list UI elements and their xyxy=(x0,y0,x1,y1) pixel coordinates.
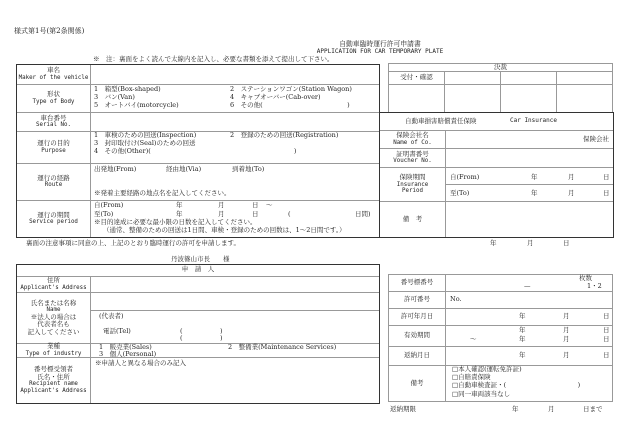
purpose-option-4[interactable]: 4 その他(Other)( ) xyxy=(94,147,297,155)
tel-input-2[interactable] xyxy=(184,335,218,342)
applicant-name-input[interactable] xyxy=(91,293,379,310)
body-type-option-3[interactable]: 3 バン(Van) xyxy=(94,93,135,101)
body-type-option-5[interactable]: 5 オートバイ(motorcycle) xyxy=(94,101,179,109)
approval-stamp-2[interactable] xyxy=(445,85,500,112)
office-remarks-label: 備考 xyxy=(410,378,424,387)
recipient-input[interactable] xyxy=(91,368,379,403)
check-inspection[interactable]: □自動車検査証・( ) xyxy=(452,381,581,389)
industry-option-1[interactable]: 1 販売業(Sales) xyxy=(99,343,152,351)
purpose-option-1[interactable]: 1 車検のための回送(Inspection) xyxy=(94,131,197,139)
permit-date-label: 許可年月日 xyxy=(400,312,434,321)
applicant-address-input[interactable] xyxy=(91,277,379,292)
check-same-vehicle[interactable]: □同一車両該当なし xyxy=(452,390,511,398)
insurance-from-label: 自(From) xyxy=(450,173,480,181)
title-en: APPLICATION FOR CAR TEMPORARY PLATE xyxy=(316,48,444,55)
approval-title: 決裁 xyxy=(494,63,507,71)
period-note-1: ※目的達成に必要な最小限の日数を記入してください。 xyxy=(94,218,257,226)
period-to-label: 至(To) xyxy=(94,210,114,218)
addressee: 丹波篠山市長 様 xyxy=(171,255,230,263)
tel-input-1[interactable] xyxy=(184,328,218,335)
industry-label: 業種 Type of industry xyxy=(25,342,82,357)
body-type-option-2[interactable]: 2 ステーションワゴン(Station Wagon) xyxy=(230,85,352,93)
applicant-address-label: 住所 Applicant's Address xyxy=(20,276,87,291)
return-deadline-label: 返納期限 xyxy=(390,405,416,413)
body-type-option-4[interactable]: 4 キャブオーバー(Cab-over) xyxy=(230,93,321,101)
approval-stamp-1[interactable] xyxy=(389,85,444,112)
route-from[interactable]: 出発地(From) xyxy=(94,165,137,173)
approval-stamp-4[interactable] xyxy=(557,85,612,112)
maker-input[interactable] xyxy=(91,65,379,84)
insurance-company-label: 保険会社名 Name of Co. xyxy=(393,131,432,146)
return-date-label: 返納月日 xyxy=(404,351,430,360)
check-insurance[interactable]: □自賠責保険 xyxy=(452,373,491,381)
purpose-option-2[interactable]: 2 登録のための回送(Registration) xyxy=(230,131,339,139)
purpose-option-3[interactable]: 3 封印取付け(Seal)のための回送 xyxy=(94,139,196,147)
period-from-label: 自(From) xyxy=(94,201,124,209)
permit-number-label: 許可番号 xyxy=(404,295,430,304)
insurance-period-label: 保険期間 Insurance Period xyxy=(396,173,429,195)
body-type-label: 形状 Type of Body xyxy=(32,90,75,105)
plate-dash: — xyxy=(524,282,531,290)
insurance-company-suffix: 保険会社 xyxy=(583,135,609,143)
industry-option-3[interactable]: 3 個人(Personal) xyxy=(99,350,157,358)
applicant-title: 申 請 人 xyxy=(181,265,215,273)
valid-period-label: 有効期間 xyxy=(404,331,430,340)
recipient-note: ※申請人と異なる場合のみ記入 xyxy=(95,359,186,367)
route-note: ※発着主要経路の地点名を記入してください。 xyxy=(94,189,231,197)
route-label: 運行の経路 Route xyxy=(37,173,70,189)
instruction-note: ※ 注：裏面をよく読んで太線内を記入し、必要な書類を添えて提出して下さい。 xyxy=(93,55,334,63)
body-type-option-1[interactable]: 1 箱型(Box-shaped) xyxy=(94,85,161,93)
voucher-input[interactable] xyxy=(446,149,613,167)
insurance-title-en: Car Insurance xyxy=(510,117,557,124)
period-days[interactable]: 日間) xyxy=(355,210,371,218)
plate-count[interactable]: 1・2 xyxy=(587,282,602,290)
recipient-label: 番号標受領者 氏名・住所 Recipient name Applicant's Address xyxy=(20,365,87,394)
route-via[interactable]: 経由地(Via) xyxy=(166,165,202,173)
applicant-name-label: 氏名または名称 Name ※法人の場合は 代表者名も 記入してください xyxy=(27,298,80,336)
tel-label: 電話(Tel) xyxy=(103,327,131,335)
insurance-remarks-input[interactable] xyxy=(446,202,613,237)
form-number: 様式第1号(第2条関係) xyxy=(14,27,85,35)
period-label: 運行の期間 Service period xyxy=(29,210,78,226)
representative-label: (代表者) xyxy=(99,312,124,320)
voucher-label: 証明書番号 Voucher No. xyxy=(393,149,432,165)
return-deadline-day: 日まで xyxy=(583,405,603,413)
maker-label: 車名 Maker of the vehicle xyxy=(18,66,89,81)
period-note-2: （通常、整備のための回送は1日間、車検・登録のための回数は、1～2日間です。） xyxy=(103,226,346,234)
title-ja: 自動車臨時運行許可申請書 xyxy=(339,40,421,48)
check-license[interactable]: □本人確認(運転免許証) xyxy=(452,365,522,373)
reception-label: 受付・確認 xyxy=(400,73,433,81)
purpose-label: 運行の目的 Purpose xyxy=(37,139,70,154)
insurance-remarks-label: 備 考 xyxy=(402,214,423,223)
route-to[interactable]: 到着地(To) xyxy=(232,165,265,173)
serial-label: 車台番号 Serial No. xyxy=(36,113,71,129)
plate-count-label: 枚数 xyxy=(579,274,592,282)
permit-number-prefix: No. xyxy=(450,295,462,303)
plate-number-label: 番号標番号 xyxy=(400,278,434,287)
insurance-title-ja: 自動車損害賠償責任保険 xyxy=(405,117,477,125)
serial-input[interactable] xyxy=(91,113,379,131)
industry-option-2[interactable]: 2 整備業(Maintenance Services) xyxy=(228,343,337,351)
approval-stamp-3[interactable] xyxy=(501,85,556,112)
declaration-text: 裏面の注意事項に同意の上、上記のとおり臨時運行の許可を申請します。 xyxy=(26,239,240,247)
body-type-option-6[interactable]: 6 その他( ) xyxy=(230,101,350,109)
insurance-to-label: 至(To) xyxy=(450,189,470,197)
